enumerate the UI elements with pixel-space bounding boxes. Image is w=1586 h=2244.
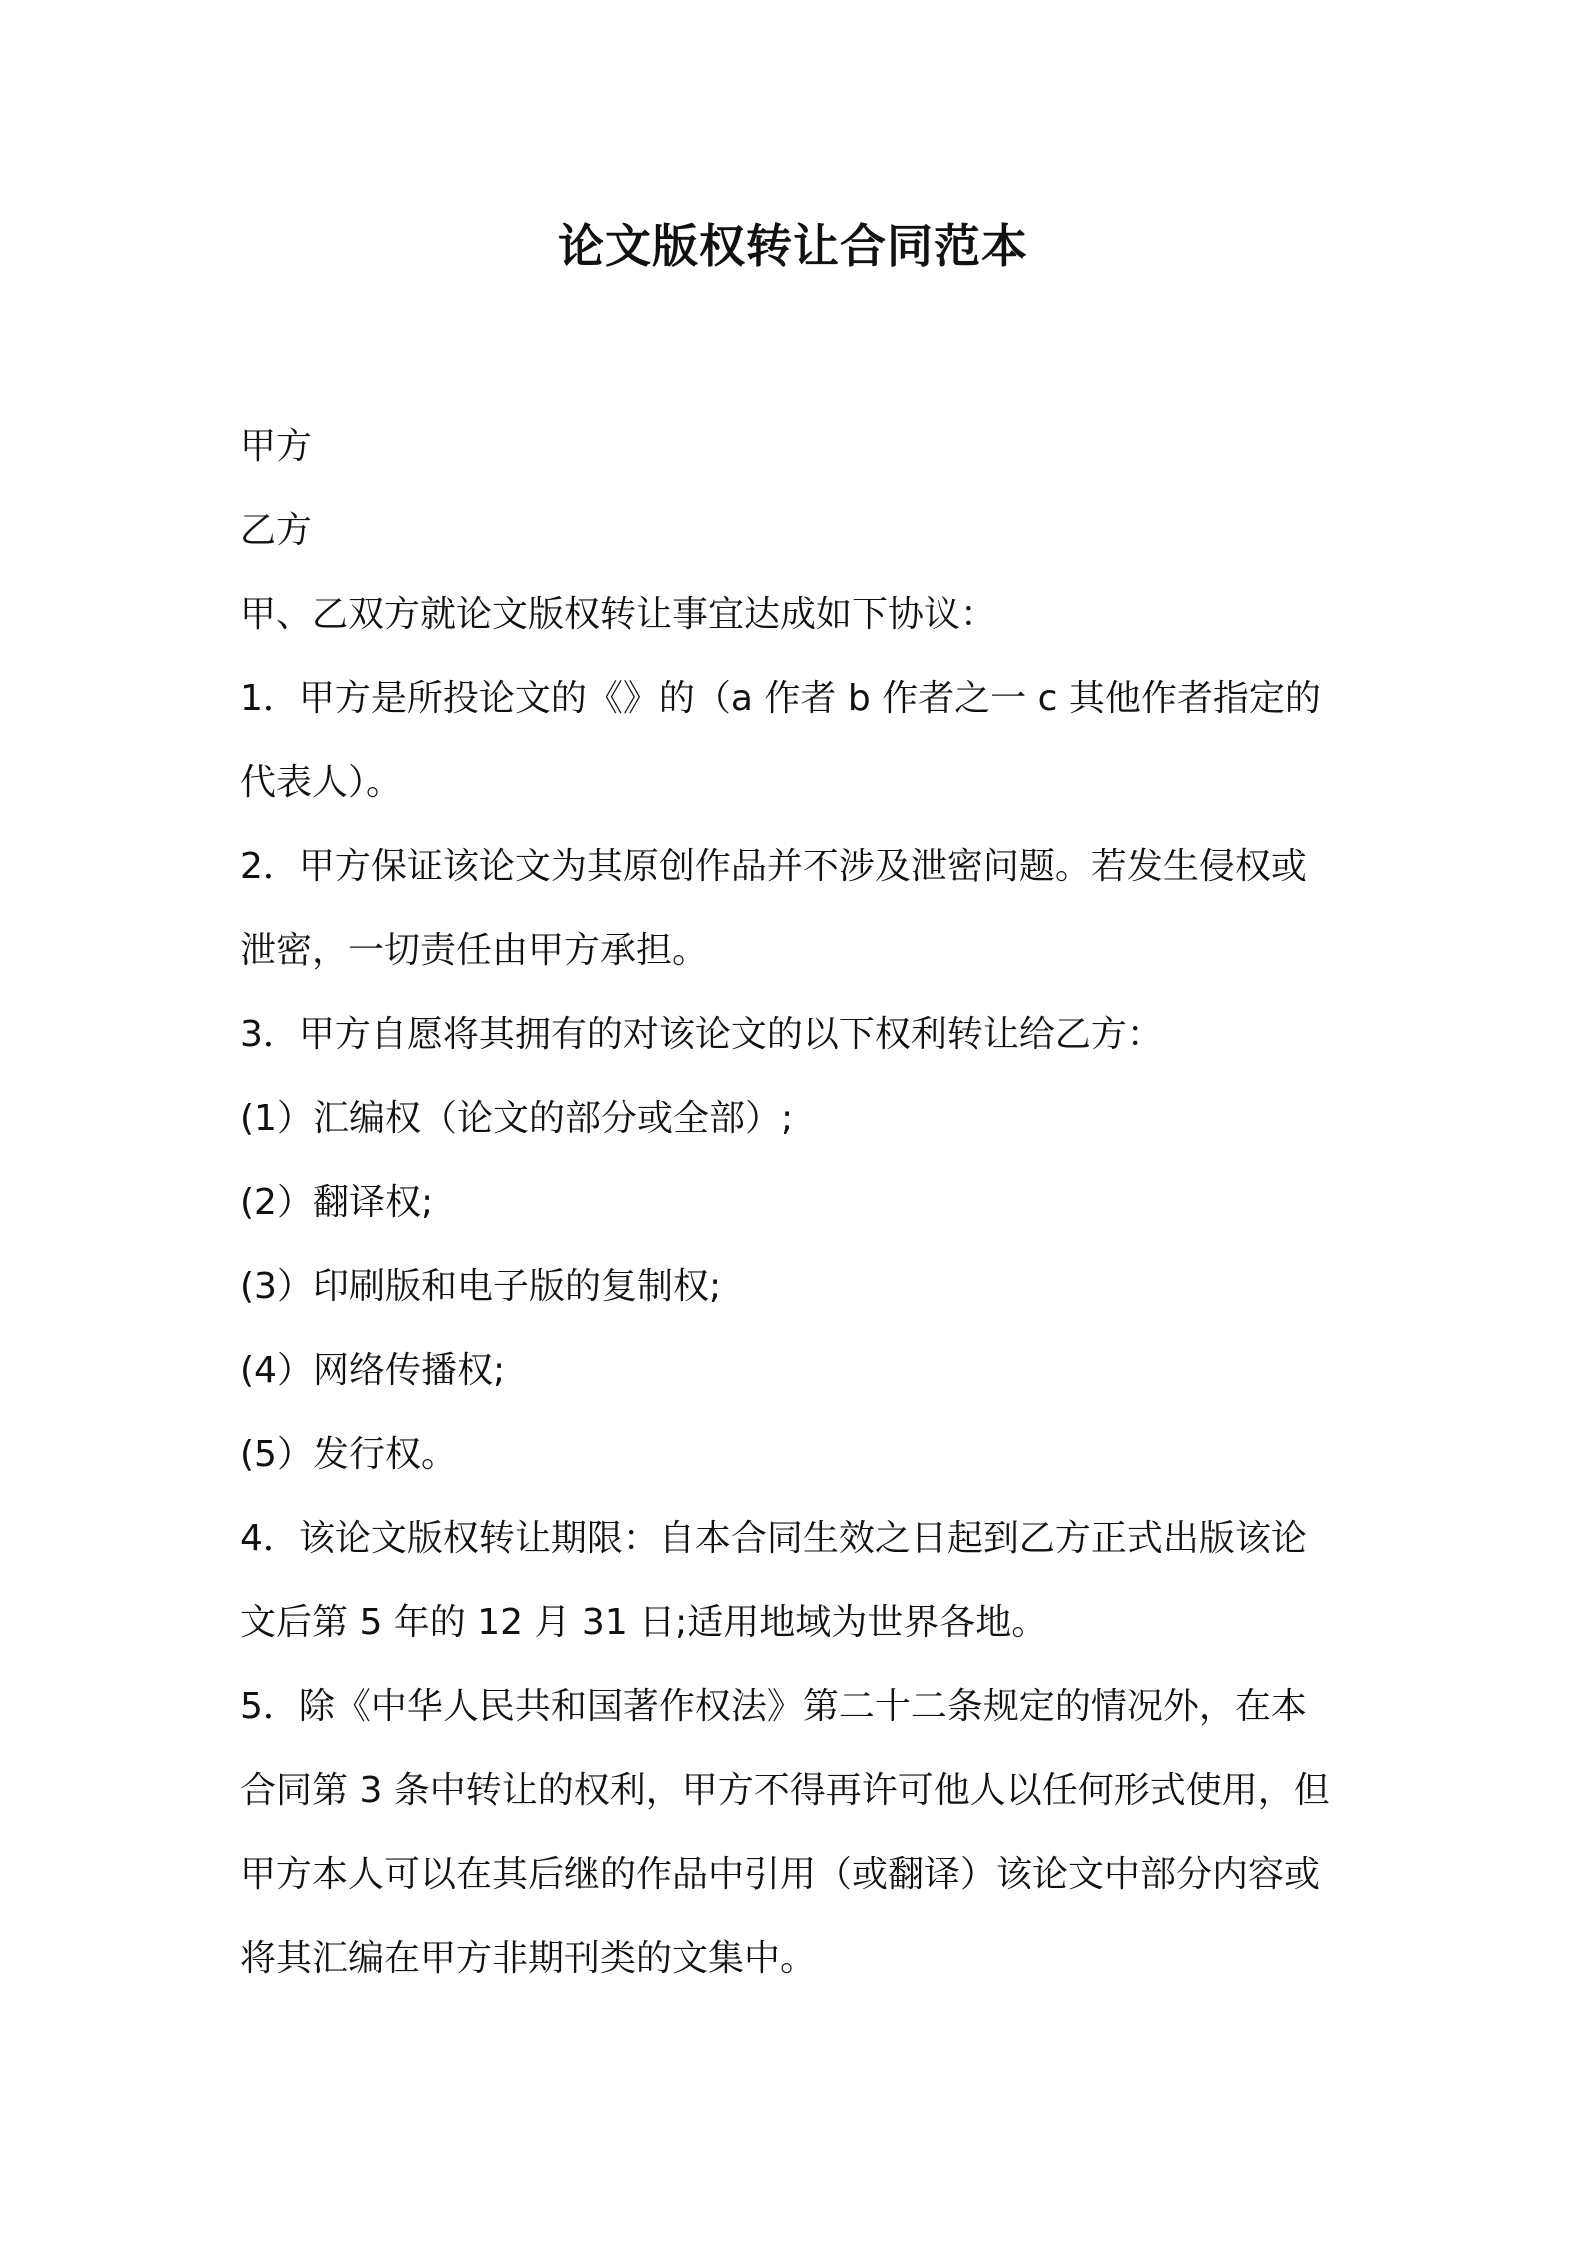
clause-3-item-5: (5）发行权。 xyxy=(240,1434,457,1475)
clause-3-item-1: (1）汇编权（论文的部分或全部）; xyxy=(240,1098,794,1139)
party-b-line: 乙方 xyxy=(240,510,313,551)
clause-5-line-3: 甲方本人可以在其后继的作品中引用（或翻译）该论文中部分内容或 xyxy=(240,1854,1321,1895)
clause-5-line-2: 合同第 3 条中转让的权利，甲方不得再许可他人以任何形式使用，但 xyxy=(240,1770,1330,1811)
clause-2-line-2: 泄密，一切责任由甲方承担。 xyxy=(240,930,709,971)
clause-1-line-1: 1．甲方是所投论文的《》的（a 作者 b 作者之一 c 其他作者指定的 xyxy=(240,678,1321,719)
clause-4-line-2: 文后第 5 年的 12 月 31 日;适用地域为世界各地。 xyxy=(240,1602,1048,1643)
clause-3-item-2: (2）翻译权; xyxy=(240,1182,434,1223)
agreement-intro: 甲、乙双方就论文版权转让事宜达成如下协议： xyxy=(240,594,997,635)
clause-5-line-4: 将其汇编在甲方非期刊类的文集中。 xyxy=(240,1938,817,1979)
clause-4-line-1: 4．该论文版权转让期限：自本合同生效之日起到乙方正式出版该论 xyxy=(240,1518,1307,1559)
clause-3-item-4: (4）网络传播权; xyxy=(240,1350,506,1391)
party-a-line: 甲方 xyxy=(240,426,313,467)
document-title: 论文版权转让合同范本 xyxy=(558,219,1028,273)
clause-2-line-1: 2．甲方保证该论文为其原创作品并不涉及泄密问题。若发生侵权或 xyxy=(240,846,1307,887)
clause-5-line-1: 5．除《中华人民共和国著作权法》第二十二条规定的情况外，在本 xyxy=(240,1686,1307,1727)
clause-3-item-3: (3）印刷版和电子版的复制权; xyxy=(240,1266,722,1307)
clause-1-line-2: 代表人）。 xyxy=(240,762,403,803)
clause-3-line: 3．甲方自愿将其拥有的对该论文的以下权利转让给乙方： xyxy=(240,1014,1163,1055)
document-body xyxy=(240,405,1360,2001)
